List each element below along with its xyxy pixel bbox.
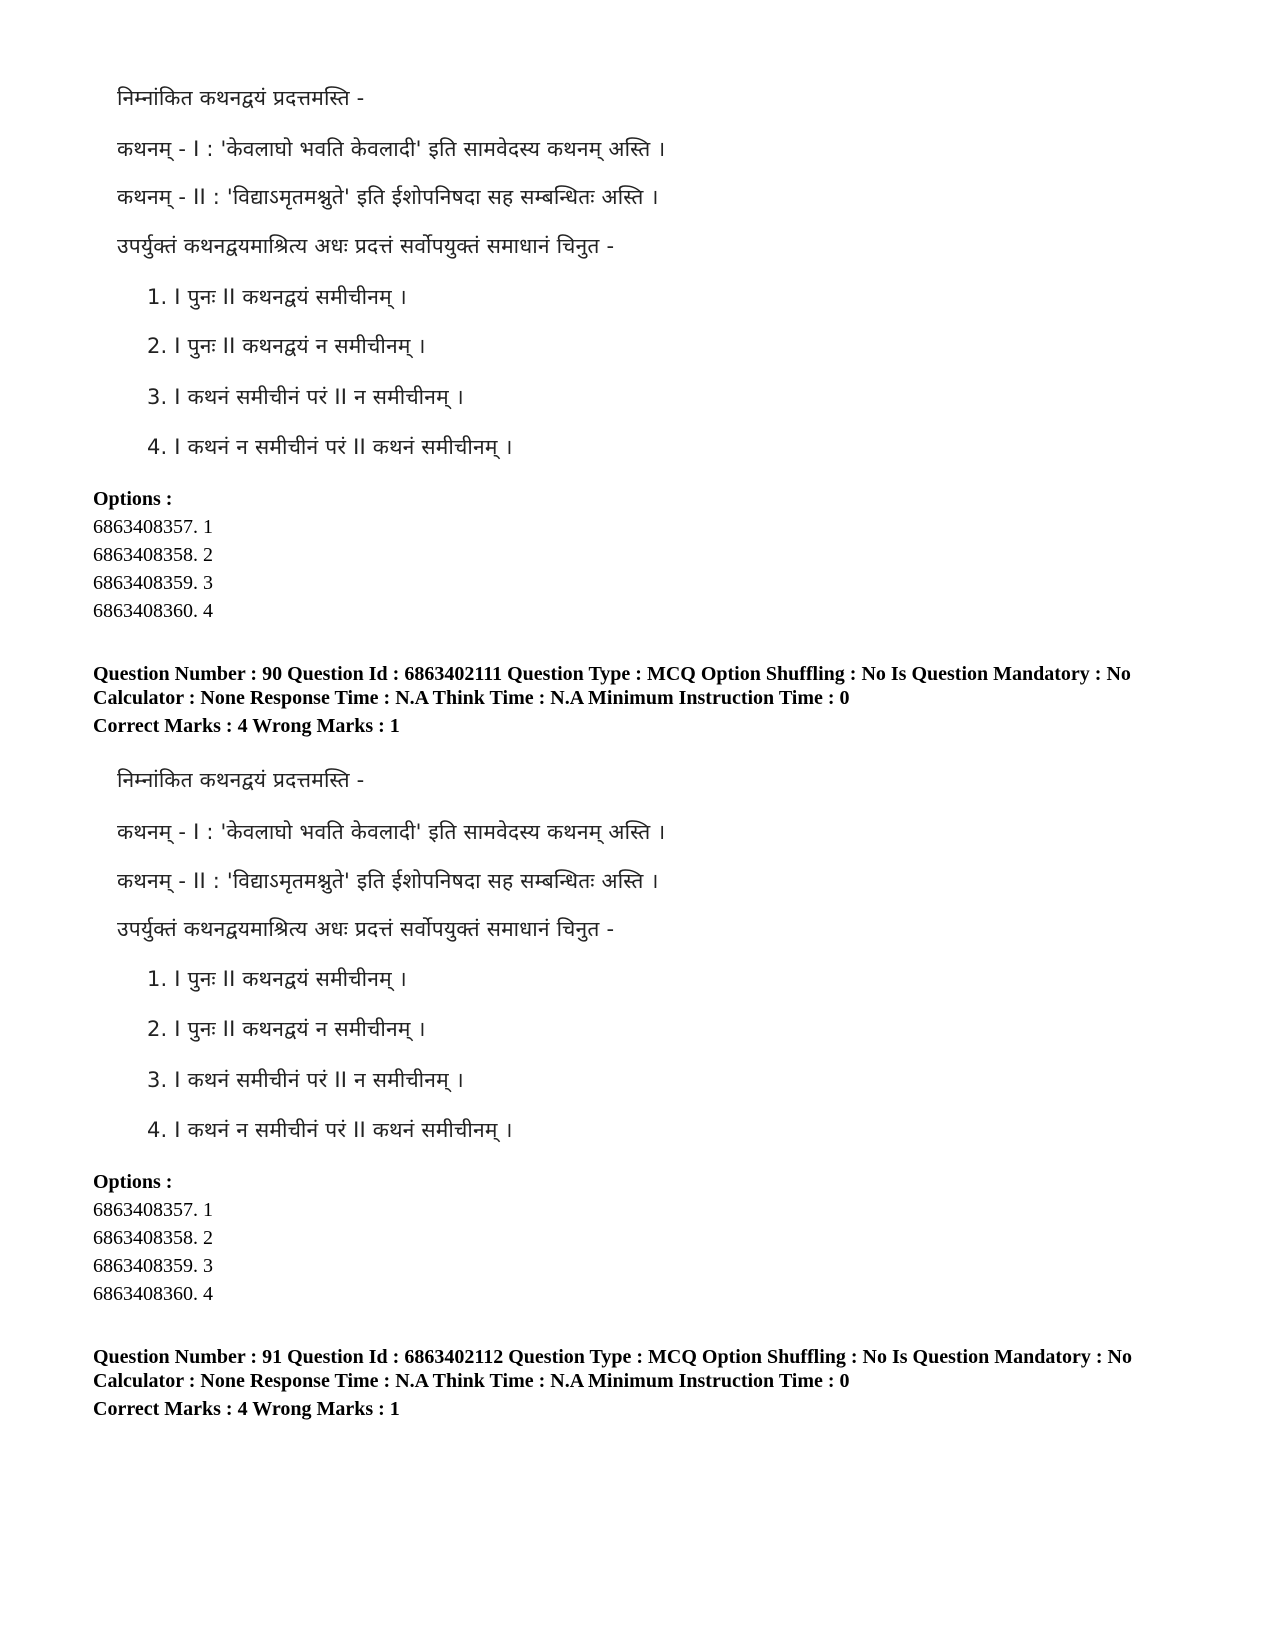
question-marks: Correct Marks : 4 Wrong Marks : 1 [93, 715, 400, 737]
option-row: 6863408359. 3 [93, 1255, 213, 1277]
choice-line: 1. I पुनः II कथनद्वयं समीचीनम् । [147, 967, 407, 991]
question-line: उपर्युक्तं कथनद्वयमाश्रित्य अधः प्रदत्तं सर्वोपयुक्तं समाधानं चिनुत - [117, 234, 615, 258]
question-marks: Correct Marks : 4 Wrong Marks : 1 [93, 1398, 400, 1420]
question-line: निम्नांकित कथनद्वयं प्रदत्तमस्ति - [117, 768, 365, 792]
question-line: कथनम् - II : 'विद्याऽमृतमश्नुते' इति ईशोपनिषदा सह सम्बन्धितः अस्ति । [117, 185, 659, 209]
question-line: उपर्युक्तं कथनद्वयमाश्रित्य अधः प्रदत्तं सर्वोपयुक्तं समाधानं चिनुत - [117, 917, 615, 941]
option-row: 6863408360. 4 [93, 1283, 213, 1305]
question-meta: Question Number : 90 Question Id : 6863402111 Question Type : MCQ Option Shuffling : No Is Question Mandatory : No Calculator : None Response Time : N.A Think Time : N.A Minimum Instruction Time : 0 [93, 663, 1131, 709]
choice-line: 1. I पुनः II कथनद्वयं समीचीनम् । [147, 285, 407, 309]
question-line: कथनम् - I : 'केवलाघो भवति केवलादी' इति सामवेदस्य कथनम् अस्ति । [117, 820, 666, 844]
choice-line: 4. I कथनं न समीचीनं परं II कथनं समीचीनम् । [147, 435, 513, 459]
choice-line: 2. I पुनः II कथनद्वयं न समीचीनम् । [147, 334, 426, 358]
choice-line: 3. I कथनं समीचीनं परं II न समीचीनम् । [147, 1068, 464, 1092]
question-line: कथनम् - I : 'केवलाघो भवति केवलादी' इति सामवेदस्य कथनम् अस्ति । [117, 137, 666, 161]
options-title: Options : [93, 488, 173, 510]
option-row: 6863408358. 2 [93, 1227, 213, 1249]
choice-line: 4. I कथनं न समीचीनं परं II कथनं समीचीनम् । [147, 1118, 513, 1142]
option-row: 6863408357. 1 [93, 516, 213, 538]
question-line: कथनम् - II : 'विद्याऽमृतमश्नुते' इति ईशोपनिषदा सह सम्बन्धितः अस्ति । [117, 869, 659, 893]
question-meta: Question Number : 91 Question Id : 6863402112 Question Type : MCQ Option Shuffling : No Is Question Mandatory : No Calculator : None Response Time : N.A Think Time : N.A Minimum Instruction Time : 0 [93, 1346, 1132, 1392]
question-line: निम्नांकित कथनद्वयं प्रदत्तमस्ति - [117, 86, 365, 110]
option-row: 6863408360. 4 [93, 600, 213, 622]
options-title: Options : [93, 1171, 173, 1193]
choice-line: 2. I पुनः II कथनद्वयं न समीचीनम् । [147, 1017, 426, 1041]
option-row: 6863408358. 2 [93, 544, 213, 566]
option-row: 6863408359. 3 [93, 572, 213, 594]
option-row: 6863408357. 1 [93, 1199, 213, 1221]
choice-line: 3. I कथनं समीचीनं परं II न समीचीनम् । [147, 385, 464, 409]
